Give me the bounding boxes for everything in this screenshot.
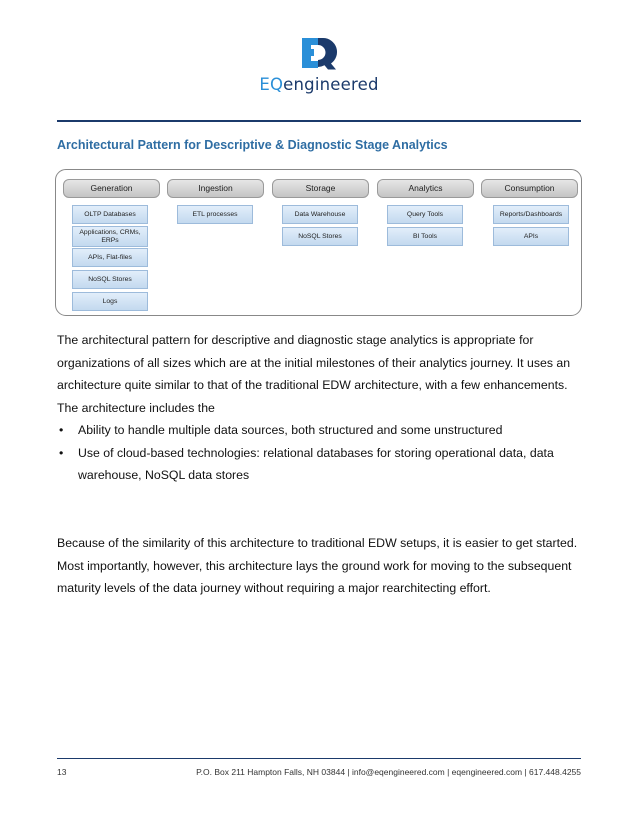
diagram-item-bi-tools: BI Tools [387,227,463,246]
column-header-analytics: Analytics [377,179,474,198]
column-header-ingestion: Ingestion [167,179,264,198]
diagram-item-apis-flat-files: APIs, Flat-files [72,248,148,267]
footer-divider [57,758,581,759]
list-item: • Use of cloud-based technologies: relational databases for storing operational data, data warehouse, NoSQL data stores [57,442,585,487]
body-content [57,329,585,487]
diagram-item-nosql-stores-generation: NoSQL Stores [72,270,148,289]
footer-contact-info: P.O. Box 211 Hampton Falls, NH 03844 | info@eqengineered.com | eqengineered.com | 617.448.4255 [196,767,581,777]
eq-logo-icon [300,36,338,72]
diagram-item-oltp-databases: OLTP Databases [72,205,148,224]
diagram-item-data-warehouse: Data Warehouse [282,205,358,224]
column-header-generation: Generation [63,179,160,198]
page-number: 13 [57,767,67,777]
diagram-item-etl-processes: ETL processes [177,205,253,224]
section-heading: Architectural Pattern for Descriptive & Diagnostic Stage Analytics [57,138,448,152]
header-divider [57,120,581,122]
diagram-item-logs: Logs [72,292,148,311]
paragraph-overview: The architectural pattern for descriptive and diagnostic stage analytics is appropriate for organizations of all sizes which are at the initial milestones of their analytics journey. It uses an architecture quite similar to that of the traditional EDW architecture, with a few enhancements. [57,333,571,392]
paragraph-conclusion: Because of the similarity of this architecture to traditional EDW setups, it is easier to get started. Most importantly, however, this architecture lays the ground work for moving to the subsequent maturity levels of the data journey without requiring a major rearchitecting effort. [57,536,578,595]
diagram-item-apis-consumption: APIs [493,227,569,246]
diagram-item-reports-dashboards: Reports/Dashboards [493,205,569,224]
diagram-item-applications: Applications, CRMs, ERPs [72,226,148,247]
diagram-item-nosql-stores-storage: NoSQL Stores [282,227,358,246]
logo-wordmark-eq: EQ [259,75,284,94]
paragraph-intro: The architecture includes the [57,400,215,415]
logo [0,36,638,95]
list-item: • Ability to handle multiple data sources, both structured and some unstructured [57,419,585,442]
logo-wordmark [0,75,638,95]
column-header-consumption: Consumption [481,179,578,198]
feature-list [57,419,585,487]
column-header-storage: Storage [272,179,369,198]
logo-wordmark-rest: engineered [283,75,379,94]
diagram-item-query-tools: Query Tools [387,205,463,224]
